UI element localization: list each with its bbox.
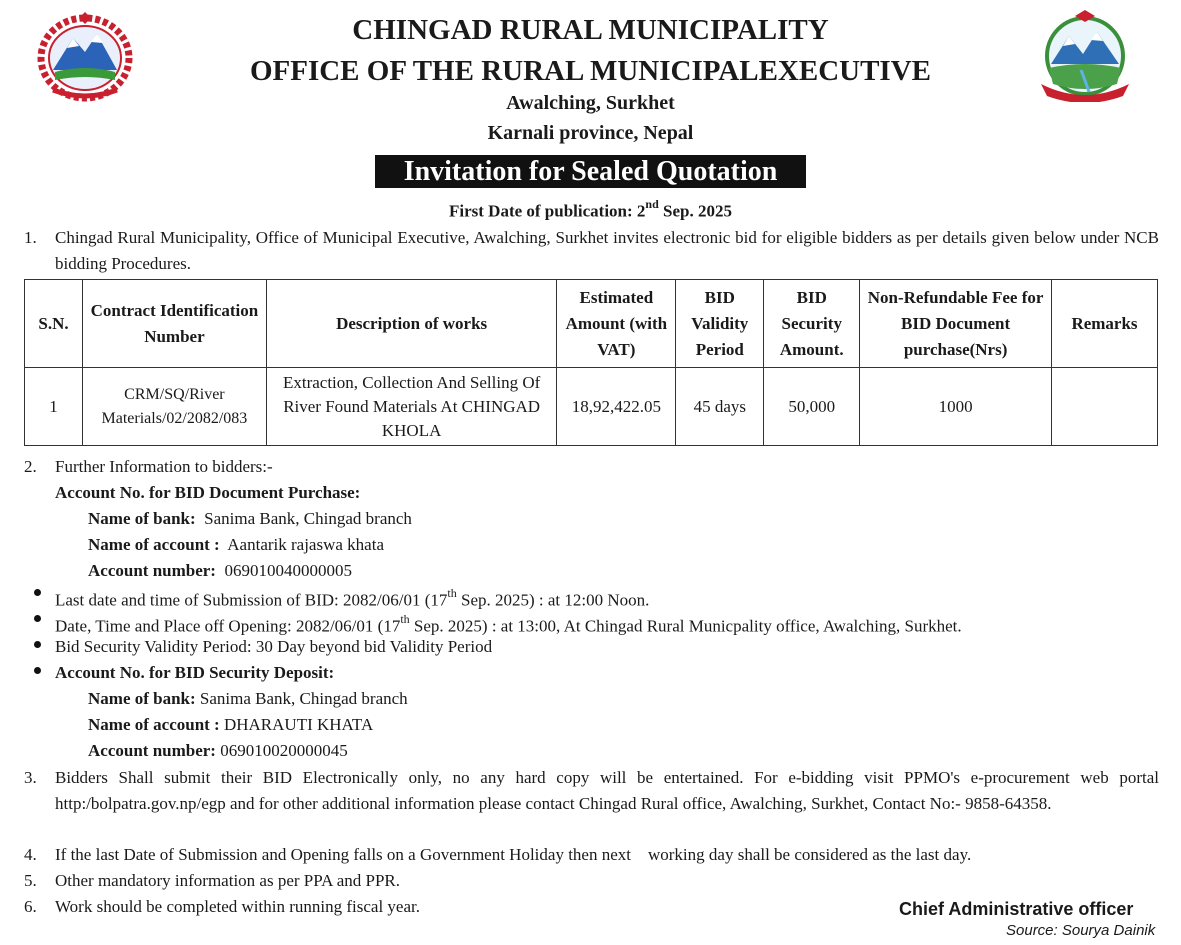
deposit-account-name: Name of account : DHARAUTI KHATA: [88, 715, 374, 734]
paragraph-3: [24, 765, 1159, 817]
table-row: [25, 368, 1158, 446]
bullet-icon: [34, 641, 41, 648]
purchase-bank: Name of bank: Sanima Bank, Chingad branch: [88, 509, 412, 528]
col-header-security: BID Security Amount.: [764, 280, 860, 368]
municipality-name: CHINGAD RURAL MUNICIPALITY: [352, 14, 829, 46]
cell-contract-id: CRM/SQ/River Materials/02/2082/083: [82, 368, 266, 446]
paragraph-number: 1.: [24, 228, 37, 247]
col-header-description: Description of works: [266, 280, 557, 368]
purchase-account-number: Account number: 069010040000005: [88, 561, 352, 580]
col-header-sn: S.N.: [25, 280, 83, 368]
further-info-title: Further Information to bidders:-: [55, 457, 273, 476]
publication-date: First Date of publication: 2nd Sep. 2025: [448, 197, 732, 221]
cell-security: 50,000: [764, 368, 860, 446]
paragraph-text: Bidders Shall submit their BID Electronically only, no any hard copy will be entertained. For e-bidding visit PPMO's e-procurement web portal http:/bolpatra.gov.np/egp and for other additional information please contact Chingad Rural office, Awalching, Surkhet, Contact No:- 9858-64358.: [55, 768, 1159, 813]
paragraph-4-text: If the last Date of Submission and Opening falls on a Government Holiday then next working day shall be considered as the last day.: [55, 845, 972, 864]
cell-sn: 1: [25, 368, 83, 446]
paragraph-number: 3.: [24, 768, 37, 787]
col-header-contract-id: Contract Identification Number: [82, 280, 266, 368]
paragraph-4-number: 4.: [24, 845, 37, 864]
purchase-account-name: Name of account : Aantarik rajaswa khata: [88, 535, 384, 554]
security-validity-period: Bid Security Validity Period: 30 Day beyond bid Validity Period: [55, 637, 493, 656]
paragraph-1: [24, 225, 1159, 277]
paragraph-6-text: Work should be completed within running fiscal year.: [55, 897, 420, 916]
col-header-validity: BID Validity Period: [676, 280, 764, 368]
paragraph-2-number: 2.: [24, 457, 37, 476]
source-credit: Source: Sourya Dainik: [1006, 922, 1156, 939]
opening-details: Date, Time and Place off Opening: 2082/06/01 (17th Sep. 2025) : at 13:00, At Chingad Rural Municpality office, Awalching, Surkhet.: [55, 612, 962, 636]
bullet-icon: [34, 589, 41, 596]
bullet-icon: [34, 615, 41, 622]
bullet-icon: [34, 667, 41, 674]
bid-details-table: [24, 279, 1158, 446]
table-header-row: [25, 280, 1158, 368]
cell-fee: 1000: [860, 368, 1052, 446]
paragraph-text: Chingad Rural Municipality, Office of Municipal Executive, Awalching, Surkhet invites electronic bid for eligible bidders as per details given below under NCB bidding Procedures.: [55, 228, 1159, 273]
col-header-remarks: Remarks: [1052, 280, 1158, 368]
cell-description: Extraction, Collection And Selling Of River Found Materials At CHINGAD KHOLA: [266, 368, 557, 446]
purchase-account-heading: Account No. for BID Document Purchase:: [55, 483, 361, 502]
cell-remarks: [1052, 368, 1158, 446]
deposit-account-heading: Account No. for BID Security Deposit:: [55, 663, 335, 682]
col-header-fee: Non-Refundable Fee for BID Document purchase(Nrs): [860, 280, 1052, 368]
paragraph-5-number: 5.: [24, 871, 37, 890]
deposit-bank: Name of bank: Sanima Bank, Chingad branch: [88, 689, 408, 708]
col-header-estimated-amount: Estimated Amount (with VAT): [557, 280, 676, 368]
paragraph-5-text: Other mandatory information as per PPA and PPR.: [55, 871, 401, 890]
cell-validity: 45 days: [676, 368, 764, 446]
notice-title-banner: Invitation for Sealed Quotation: [375, 155, 806, 188]
deposit-account-number: Account number: 069010020000045: [88, 741, 348, 760]
office-name: OFFICE OF THE RURAL MUNICIPALEXECUTIVE: [249, 55, 932, 87]
paragraph-6-number: 6.: [24, 897, 37, 916]
cell-estimated-amount: 18,92,422.05: [557, 368, 676, 446]
submission-deadline: Last date and time of Submission of BID: 2082/06/01 (17th Sep. 2025) : at 12:00 Noon.: [55, 586, 650, 610]
address-line-1: Awalching, Surkhet: [506, 92, 675, 114]
signature-title: Chief Administrative officer: [899, 899, 1134, 919]
address-line-2: Karnali province, Nepal: [487, 122, 694, 144]
